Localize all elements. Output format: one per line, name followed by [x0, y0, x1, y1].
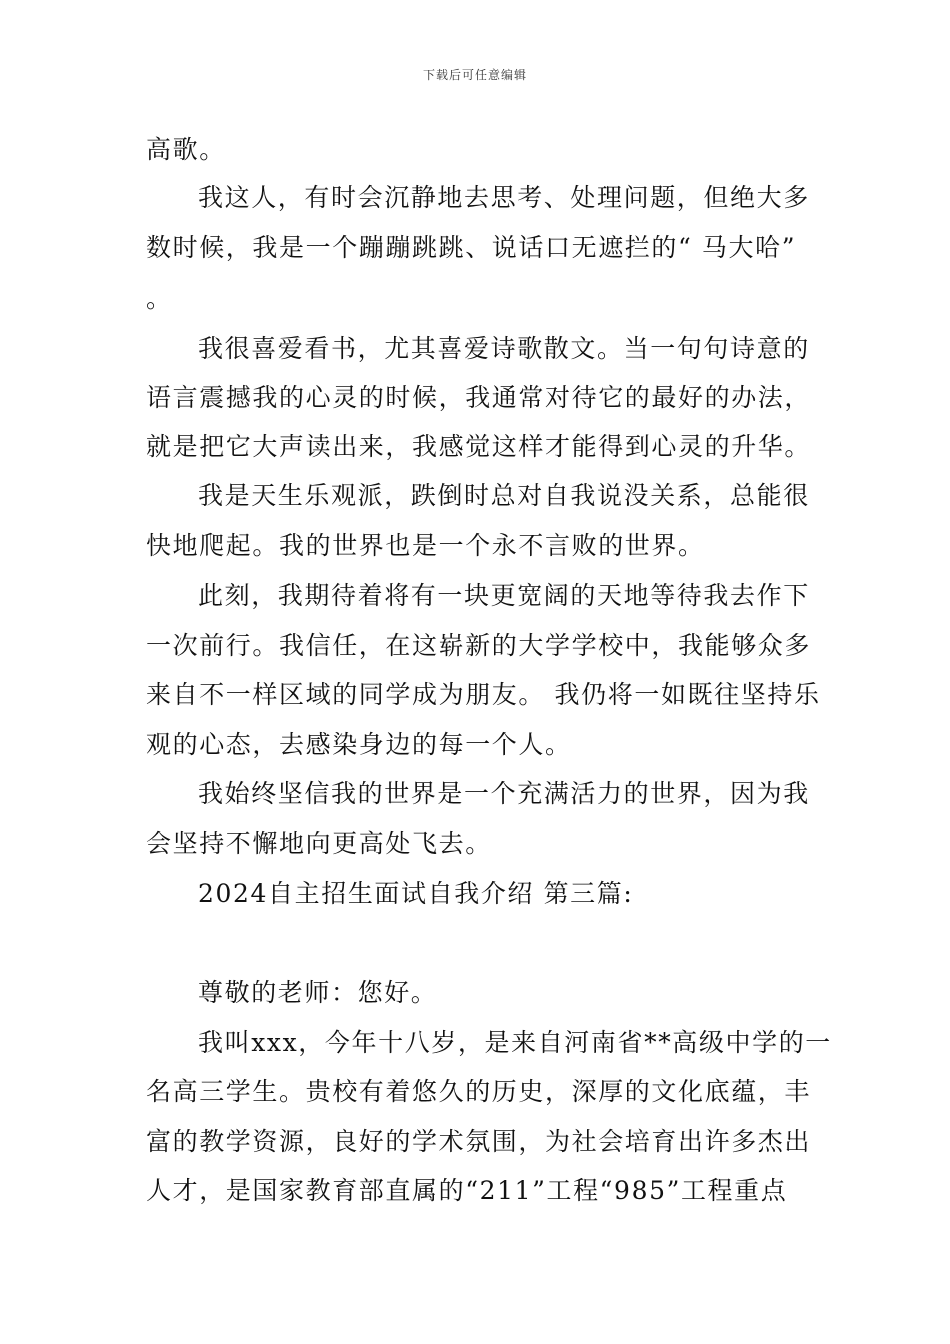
- text-line: 一次前行。我信任，在这崭新的大学学校中，我能够众多: [146, 631, 812, 660]
- section-heading: 2024自主招生面试自我介绍 第三篇:: [198, 879, 634, 908]
- text-line: 名高三学生。贵校有着悠久的历史，深厚的文化底蕴，丰: [146, 1077, 812, 1106]
- text-line: 来自不一样区域的同学成为朋友。 我仍将一如既往坚持乐: [146, 680, 821, 709]
- text-line: 。: [146, 284, 173, 313]
- page-header: 下载后可任意编辑: [422, 68, 527, 82]
- text-line: 就是把它大声读出来，我感觉这样才能得到心灵的升华。: [146, 432, 812, 461]
- text-line: 我很喜爱看书，尤其喜爱诗歌散文。当一句句诗意的: [198, 334, 810, 363]
- text-line: 观的心态，去感染身边的每一个人。: [146, 730, 572, 759]
- text-line: 人才，是国家教育部直属的“211”工程“985”工程重点: [146, 1176, 788, 1205]
- text-line: 我这人，有时会沉静地去思考、处理问题，但绝大多: [198, 183, 810, 212]
- text-line: 会坚持不懈地向更高处飞去。: [146, 829, 492, 858]
- text-line: 高歌。: [146, 135, 226, 164]
- text-line: 此刻，我期待着将有一块更宽阔的天地等待我去作下: [198, 581, 810, 610]
- text-line: 富的教学资源，良好的学术氛围，为社会培育出许多杰出: [146, 1127, 812, 1156]
- salutation: 尊敬的老师：您好。: [198, 978, 438, 1007]
- text-line: 我叫xxx，今年十八岁，是来自河南省**高级中学的一: [198, 1028, 832, 1057]
- text-line: 我是天生乐观派，跌倒时总对自我说没关系，总能很: [198, 481, 810, 510]
- text-line: 我始终坚信我的世界是一个充满活力的世界，因为我: [198, 779, 810, 808]
- text-line: 语言震撼我的心灵的时候，我通常对待它的最好的办法，: [146, 383, 812, 412]
- text-line: 快地爬起。我的世界也是一个永不言败的世界。: [146, 531, 705, 560]
- text-line: 数时候，我是一个蹦蹦跳跳、说话口无遮拦的“ 马大哈”: [146, 233, 797, 262]
